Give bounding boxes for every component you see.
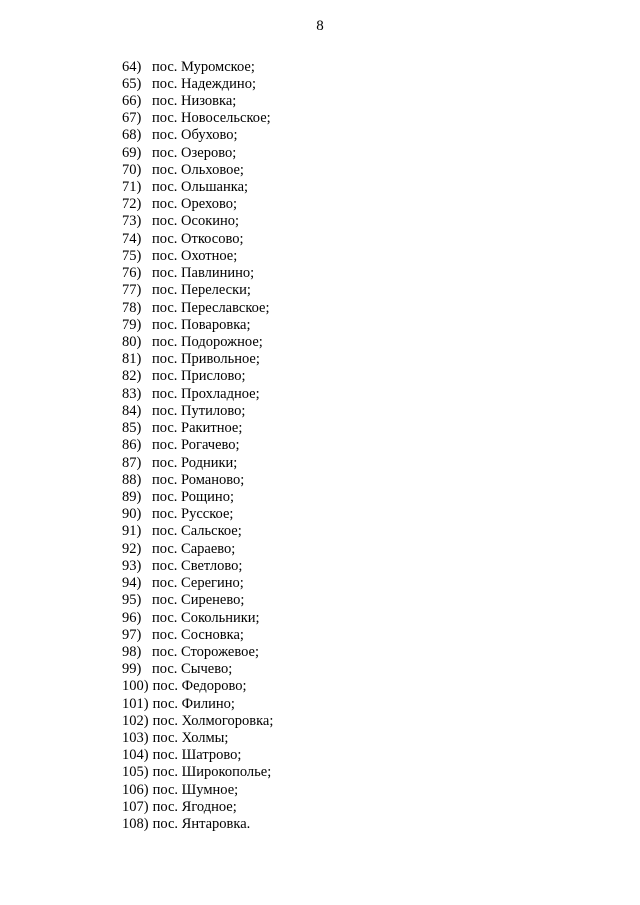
list-item-number: 108) [122,816,149,833]
list-item-text: пос. Павлинино; [152,265,255,282]
list-item-text: пос. Прислово; [152,368,246,385]
list-item-number: 82) [122,368,142,385]
list-item-number: 92) [122,540,142,557]
list-item-number: 103) [122,730,149,747]
list-item [122,282,273,299]
list-item-number: 78) [122,299,142,316]
list-item-number: 93) [122,557,142,574]
list-item-text: пос. Сторожевое; [152,643,259,660]
list-item-number: 76) [122,265,142,282]
list-item-number: 69) [122,144,142,161]
list-item-text: пос. Рогачево; [152,437,240,454]
list-item [122,248,273,265]
list-item [122,76,273,93]
list-item-number: 96) [122,609,142,626]
list-item-number: 66) [122,92,142,109]
list-item-number: 94) [122,575,142,592]
list-item [122,437,273,454]
list-item-text: пос. Федорово; [152,678,247,695]
list-item [122,334,273,351]
list-item-number: 81) [122,351,142,368]
list-item-text: пос. Светлово; [152,557,243,574]
list-item [122,179,273,196]
list-item [122,231,273,248]
list-item-text: пос. Орехово; [152,196,237,213]
list-item-number: 70) [122,161,142,178]
list-item-number: 65) [122,75,142,92]
list-item-text: пос. Прохладное; [152,385,260,402]
list-item-number: 89) [122,488,142,505]
list-item [122,110,273,127]
list-item-text: пос. Ягодное; [152,798,237,815]
list-item [122,317,273,334]
list-item-text: пос. Перелески; [152,282,251,299]
list-item-number: 64) [122,58,142,75]
list-item-number: 99) [122,661,142,678]
list-item [122,627,273,644]
list-item-number: 71) [122,179,142,196]
list-item-text: пос. Поваровка; [152,316,251,333]
list-item-text: пос. Низовка; [152,92,237,109]
list-item-number: 100) [122,678,149,695]
list-item [122,747,273,764]
list-item-number: 67) [122,110,142,127]
list-item [122,403,273,420]
list-item [122,420,273,437]
list-item [122,300,273,317]
list-item [122,162,273,179]
list-item [122,386,273,403]
list-item-number: 83) [122,385,142,402]
list-item-text: пос. Родники; [152,454,238,471]
list-item [122,764,273,781]
list-item-text: пос. Обухово; [152,127,238,144]
list-item-number: 102) [122,712,149,729]
list-item-number: 98) [122,643,142,660]
list-item-number: 77) [122,282,142,299]
list-item [122,782,273,799]
list-item-number: 97) [122,626,142,643]
list-item [122,351,273,368]
list-item-text: пос. Сальское; [152,523,242,540]
list-item-text: пос. Рощино; [152,488,234,505]
list-item-text: пос. Холмы; [152,730,229,747]
list-item-text: пос. Шатрово; [152,747,242,764]
list-item [122,59,273,76]
list-item-text: пос. Серегино; [152,575,244,592]
list-item-number: 79) [122,316,142,333]
list-item-number: 85) [122,420,142,437]
list-item-text: пос. Подорожное; [152,334,263,350]
list-item-number: 73) [122,213,142,230]
list-item-text: пос. Путилово; [152,402,246,419]
list-item-number: 72) [122,196,142,213]
list-item [122,730,273,747]
list-item-text: пос. Ракитное; [152,420,243,437]
list-item [122,265,273,282]
list-item-text: пос. Муромское; [152,58,255,75]
list-item-text: пос. Широкополье; [152,764,272,781]
list-item [122,196,273,213]
settlement-list [122,59,273,834]
list-item-text: пос. Холмогоровка; [152,712,274,729]
list-item-text: пос. Филино; [152,695,235,712]
list-item-number: 80) [122,334,142,350]
list-item-text: пос. Озерово; [152,144,237,161]
list-item [122,678,273,695]
list-item-text: пос. Сычево; [152,661,233,678]
list-item-text: пос. Ольховое; [152,161,244,178]
list-item [122,368,273,385]
list-item-text: пос. Переславское; [152,299,270,316]
list-item-text: пос. Сосновка; [152,626,244,643]
list-item-number: 86) [122,437,142,454]
list-item-text: пос. Сокольники; [152,609,260,626]
list-item [122,93,273,110]
list-item [122,592,273,609]
list-item [122,713,273,730]
list-item [122,213,273,230]
list-item-number: 104) [122,747,149,764]
page-number: 8 [316,18,324,34]
list-item-number: 88) [122,471,142,488]
list-item-text: пос. Янтаровка. [152,816,251,833]
list-item-number: 105) [122,764,149,781]
list-item-text: пос. Привольное; [152,351,260,368]
list-item [122,644,273,661]
list-item-number: 87) [122,454,142,471]
list-item-text: пос. Охотное; [152,247,238,264]
list-item [122,541,273,558]
list-item-text: пос. Откосово; [152,230,244,247]
list-item-number: 91) [122,523,142,540]
list-item [122,489,273,506]
list-item-text: пос. Новосельское; [152,110,271,127]
list-item [122,610,273,627]
list-item [122,696,273,713]
list-item-number: 107) [122,798,149,815]
list-item [122,455,273,472]
list-item-text: пос. Осокино; [152,213,240,230]
list-item-text: пос. Ольшанка; [152,179,249,196]
list-item-text: пос. Сиренево; [152,592,245,609]
list-item [122,506,273,523]
list-item-number: 75) [122,247,142,264]
list-item-number: 95) [122,592,142,609]
list-item-number: 90) [122,506,142,523]
list-item [122,575,273,592]
list-item [122,799,273,816]
list-item [122,127,273,144]
list-item-text: пос. Надеждино; [152,75,256,92]
list-item-number: 74) [122,230,142,247]
list-item [122,472,273,489]
list-item-text: пос. Шумное; [152,781,239,798]
list-item-text: пос. Сараево; [152,540,236,557]
list-item-number: 101) [122,695,149,712]
list-item [122,523,273,540]
list-item [122,816,273,833]
list-item-number: 68) [122,127,142,144]
list-item-number: 84) [122,402,142,419]
list-item [122,558,273,575]
list-item [122,145,273,162]
list-item-number: 106) [122,781,149,798]
list-item-text: пос. Романово; [152,471,245,488]
list-item-text: пос. Русское; [152,506,234,523]
list-item [122,661,273,678]
